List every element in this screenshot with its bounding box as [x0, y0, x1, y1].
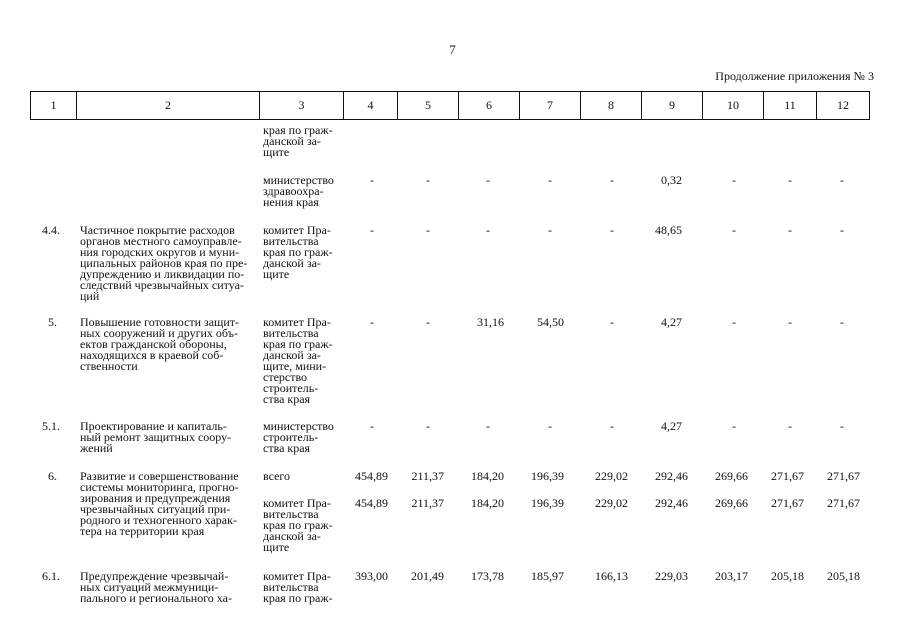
- value-cell: -: [788, 173, 792, 187]
- value-cell: -: [370, 173, 374, 187]
- continuation-label: Продолжение приложения № 3: [715, 69, 874, 83]
- executor-cell: края по граж- данской за- щите: [263, 123, 333, 159]
- value-cell: -: [732, 315, 736, 329]
- value-cell: -: [486, 223, 490, 237]
- executor-cell: комитет Пра- вительства края по граж- данской за- щите, мини- стерство строитель- ства края: [263, 315, 333, 406]
- value-cell: 271,67: [827, 496, 860, 510]
- header-cell: 9: [642, 92, 703, 120]
- value-cell: 196,39: [531, 496, 564, 510]
- value-cell: -: [548, 173, 552, 187]
- value-cell: -: [732, 419, 736, 433]
- header-cell: 5: [398, 92, 459, 120]
- executor-cell: министерство строитель- ства края: [263, 419, 334, 455]
- value-cell: 454,89: [355, 469, 388, 483]
- value-cell: -: [840, 173, 844, 187]
- value-cell: 271,67: [771, 496, 804, 510]
- header-cell: 3: [260, 92, 344, 120]
- value-cell: -: [426, 419, 430, 433]
- value-cell: -: [610, 223, 614, 237]
- executor-cell: всего: [263, 469, 291, 483]
- value-cell: -: [426, 223, 430, 237]
- value-cell: -: [788, 315, 792, 329]
- header-cell: 11: [764, 92, 817, 120]
- value-cell: 0,32: [661, 173, 682, 187]
- value-cell: 229,03: [655, 569, 688, 583]
- value-cell: 269,66: [715, 496, 748, 510]
- executor-cell: комитет Пра- вительства края по граж- данской за- щите: [263, 496, 333, 554]
- header-cell: 6: [459, 92, 520, 120]
- value-cell: 271,67: [827, 469, 860, 483]
- value-cell: 454,89: [355, 496, 388, 510]
- item-name: Повышение готовности защит- ных сооружений и других объ- ектов гражданской обороны, находящихся в краевой соб- ственности: [80, 315, 240, 373]
- header-cell: 10: [703, 92, 764, 120]
- item-name: Частичное покрытие расходов органов местного самоуправле- ния городских округов и муни- ципальных районов края по пре- дупреждению и ликвидации по- следствий чрезвычайных ситуа- ций: [80, 223, 248, 303]
- value-cell: -: [610, 315, 614, 329]
- value-cell: 211,37: [411, 469, 444, 483]
- value-cell: -: [548, 419, 552, 433]
- header-cell: 4: [344, 92, 398, 120]
- item-number: 4.4.: [42, 223, 60, 237]
- value-cell: -: [732, 223, 736, 237]
- value-cell: 269,66: [715, 469, 748, 483]
- item-number: 5.: [48, 315, 57, 329]
- value-cell: 4,27: [661, 315, 682, 329]
- value-cell: 229,02: [595, 469, 628, 483]
- item-number: 6.: [48, 469, 57, 483]
- value-cell: -: [840, 223, 844, 237]
- header-cell: 7: [520, 92, 581, 120]
- item-number: 6.1.: [42, 569, 60, 583]
- value-cell: -: [840, 419, 844, 433]
- value-cell: 201,49: [411, 569, 444, 583]
- value-cell: -: [840, 315, 844, 329]
- value-cell: 393,00: [355, 569, 388, 583]
- value-cell: 203,17: [715, 569, 748, 583]
- value-cell: -: [732, 173, 736, 187]
- value-cell: -: [610, 173, 614, 187]
- executor-cell: комитет Пра- вительства края по граж-: [263, 569, 333, 605]
- value-cell: 184,20: [471, 496, 504, 510]
- value-cell: 292,46: [655, 469, 688, 483]
- value-cell: -: [610, 419, 614, 433]
- value-cell: 185,97: [531, 569, 564, 583]
- value-cell: 173,78: [471, 569, 504, 583]
- table-header: [30, 91, 870, 120]
- value-cell: -: [548, 223, 552, 237]
- item-name: Развитие и совершенствование системы мониторинга, прогно- зирования и предупреждения чрезвычайных ситуаций при- родного и техногенного харак- тера на территории края: [80, 469, 239, 538]
- value-cell: 31,16: [477, 315, 504, 329]
- executor-cell: комитет Пра- вительства края по граж- данской за- щите: [263, 223, 333, 281]
- value-cell: 184,20: [471, 469, 504, 483]
- value-cell: -: [370, 315, 374, 329]
- value-cell: 271,67: [771, 469, 804, 483]
- value-cell: 166,13: [595, 569, 628, 583]
- value-cell: 205,18: [827, 569, 860, 583]
- value-cell: 205,18: [771, 569, 804, 583]
- executor-cell: министерство здравоохра- нения края: [263, 173, 334, 209]
- value-cell: -: [426, 173, 430, 187]
- page-number: 7: [449, 42, 456, 57]
- value-cell: -: [788, 223, 792, 237]
- value-cell: -: [486, 419, 490, 433]
- value-cell: 4,27: [661, 419, 682, 433]
- value-cell: 229,02: [595, 496, 628, 510]
- value-cell: -: [788, 419, 792, 433]
- header-cell: 2: [77, 92, 260, 120]
- value-cell: 211,37: [411, 496, 444, 510]
- value-cell: -: [486, 173, 490, 187]
- header-cell: 8: [581, 92, 642, 120]
- value-cell: 48,65: [655, 223, 682, 237]
- value-cell: 292,46: [655, 496, 688, 510]
- value-cell: 196,39: [531, 469, 564, 483]
- item-name: Предупреждение чрезвычай- ных ситуаций межмуници- пального и регионального ха-: [80, 569, 232, 605]
- item-name: Проектирование и капиталь- ный ремонт защитных соору- жений: [80, 419, 232, 455]
- value-cell: 54,50: [537, 315, 564, 329]
- value-cell: -: [426, 315, 430, 329]
- value-cell: -: [370, 223, 374, 237]
- header-cell: 12: [817, 92, 870, 120]
- value-cell: -: [370, 419, 374, 433]
- header-cell: 1: [31, 92, 77, 120]
- item-number: 5.1.: [42, 419, 60, 433]
